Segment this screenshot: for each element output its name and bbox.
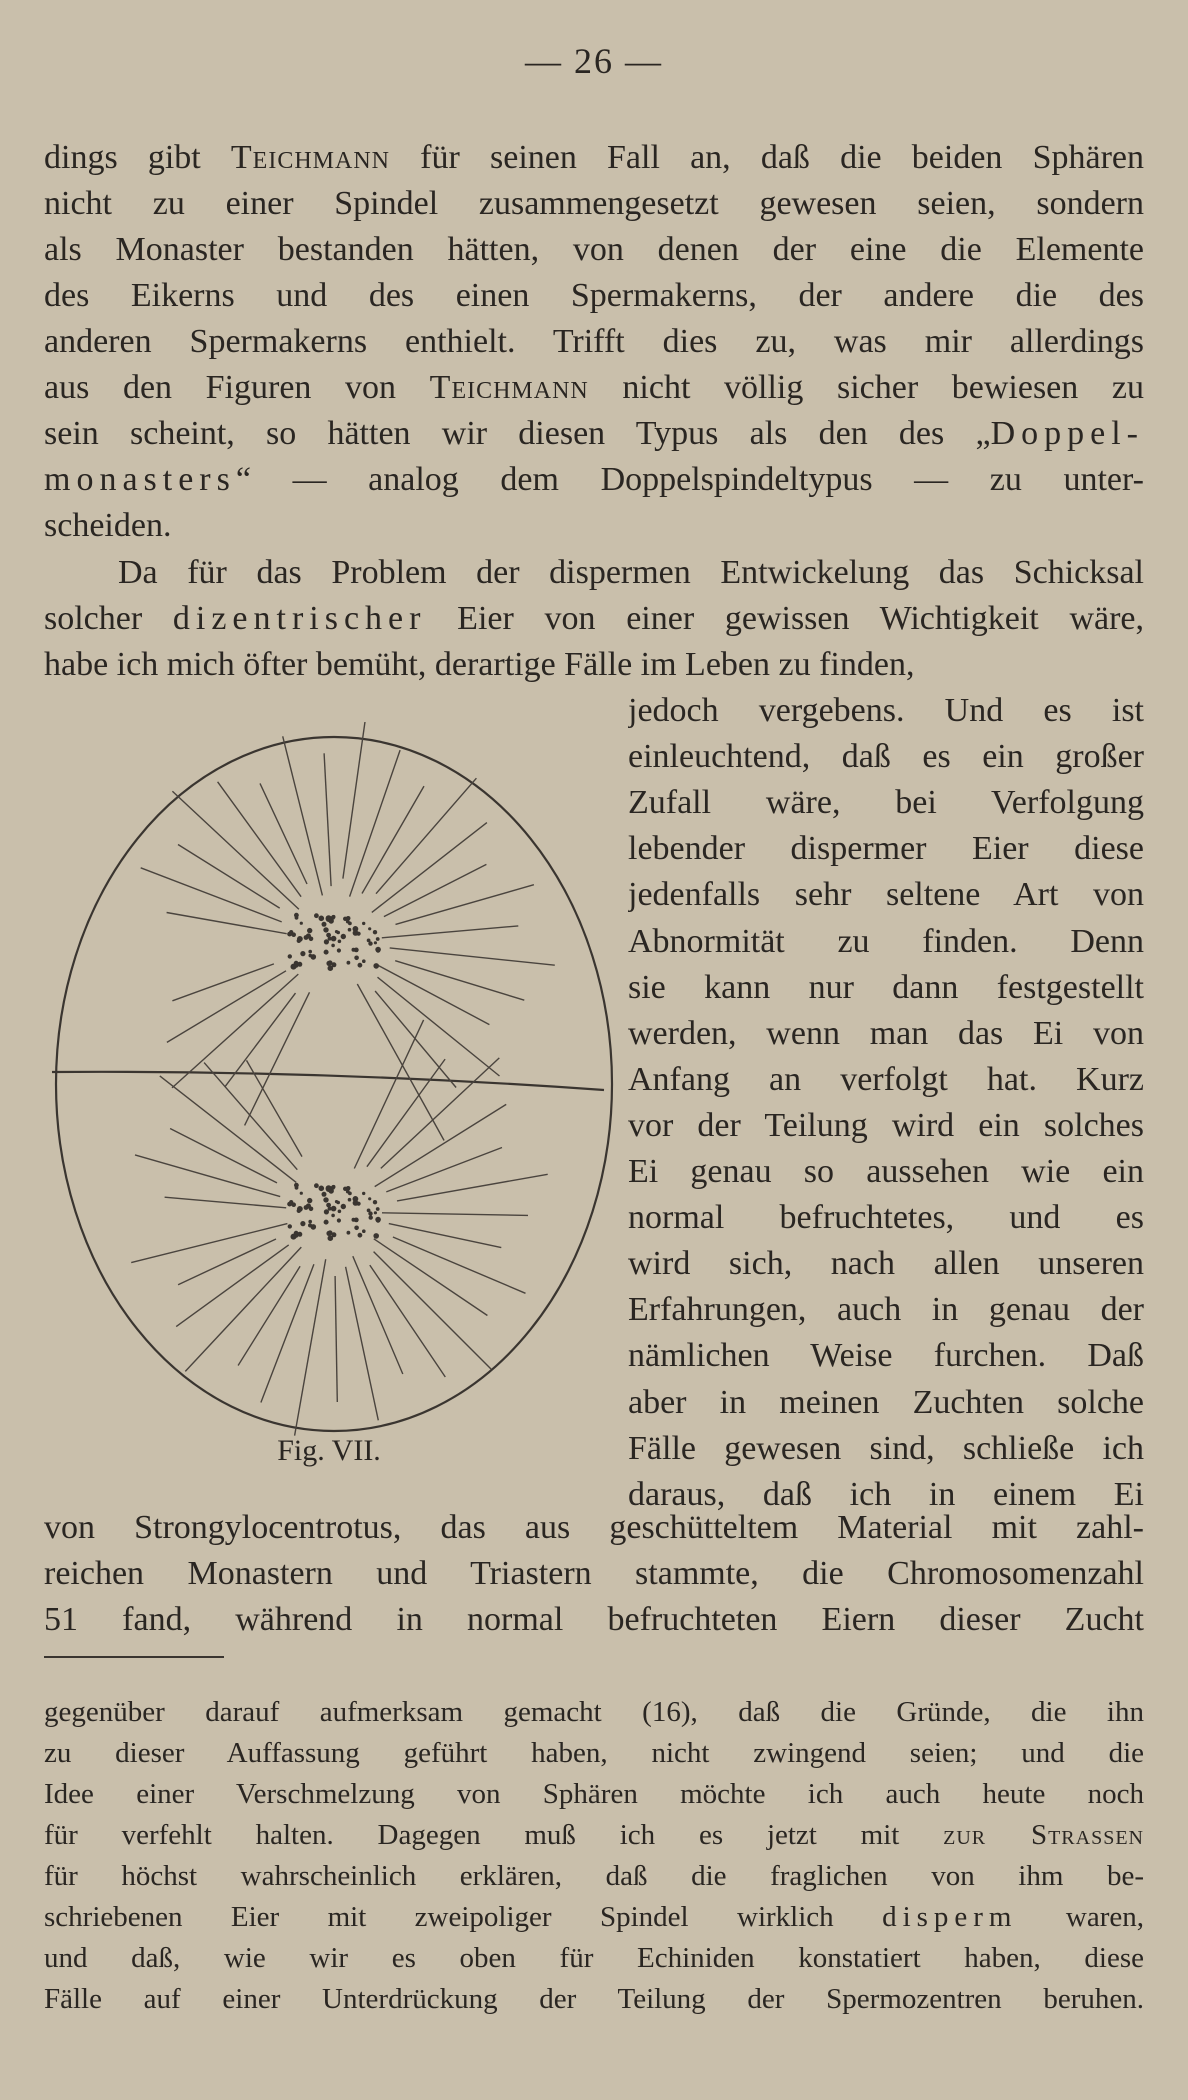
text-line: Zufall wäre, bei Verfolgung (628, 784, 1144, 822)
aster-ray (396, 885, 534, 925)
aster-ray (167, 913, 287, 934)
text-line: Anfang an verfolgt hat. Kurz (628, 1060, 1144, 1098)
chromosome-dot (368, 927, 371, 930)
text-line (44, 322, 1144, 362)
figure-caption: Fig. VII. (277, 1434, 381, 1467)
text-line (44, 368, 1144, 408)
chromosome-dot (358, 963, 363, 968)
chromosome-dot (307, 928, 312, 933)
spaced-emphasis: Doppel- (990, 415, 1144, 452)
text-run: gegenüber darauf aufmerksam gemacht (16), daß die Gründe, die ihn (44, 1696, 1144, 1728)
chromosome-dot (297, 1232, 302, 1237)
chromosome-dot (308, 1220, 312, 1224)
chromosome-dot (291, 1202, 296, 1207)
aster-ray (218, 782, 302, 897)
chromosome-dot (373, 1200, 377, 1204)
chromosome-dot (308, 1223, 312, 1227)
text-run: waren, (1017, 1901, 1144, 1933)
aster-ray (343, 722, 366, 879)
text-run: für verfehlt halten. Dagegen muß ich es jetzt mit (44, 1819, 944, 1851)
aster-ray (131, 1224, 287, 1263)
footnote-line (44, 1735, 1144, 1771)
chromosome-dot (295, 1186, 299, 1190)
chromosome-dot (374, 941, 377, 944)
aster-ray (397, 1174, 548, 1201)
chromosome-dot (306, 933, 311, 938)
chromosome-dot (362, 959, 366, 963)
aster-ray (141, 868, 282, 922)
text-run: nicht zu einer Spindel zusammengesetzt gewesen seien, sondern (44, 185, 1144, 222)
footnote-line (44, 1858, 1144, 1894)
chromosome-dot (373, 963, 379, 969)
chromosome-dot (322, 922, 327, 927)
text-run: Idee einer Verschmelzung von Sphären möchte ich auch heute noch (44, 1778, 1144, 1810)
text-line: daraus, daß ich in einem Ei (628, 1475, 1144, 1513)
upper-chromosome-dots (287, 913, 381, 971)
text-line: Fälle gewesen sind, schließe ich (628, 1429, 1144, 1467)
aster-ray (172, 791, 299, 909)
text-line: aber in meinen Zuchten solche (628, 1383, 1144, 1421)
chromosome-dot (323, 1197, 328, 1202)
text-line: Erfahrungen, auch in genau der (628, 1291, 1144, 1329)
aster-ray (395, 961, 524, 1001)
text-run: sein scheint, so hätten wir diesen Typus als den des „ (44, 415, 991, 452)
chromosome-dot (347, 1231, 351, 1235)
text-line (44, 184, 1144, 224)
footnote-rule (44, 1656, 224, 1658)
aster-ray (376, 778, 476, 894)
chromosome-dot (323, 927, 328, 932)
chromosome-dot (376, 1207, 380, 1211)
lower-chromosome-dots (287, 1183, 381, 1241)
chromosome-dot (362, 1192, 365, 1195)
text-line (44, 599, 1144, 639)
chromosome-dot (324, 1220, 329, 1225)
text-line (44, 230, 1144, 270)
chromosome-dot (297, 962, 302, 967)
chromosome-dot (287, 1202, 292, 1207)
chromosome-dot (373, 1233, 379, 1239)
text-line (44, 506, 1144, 546)
text-run: für seinen Fall an, daß die beiden Sphären (390, 139, 1144, 176)
chromosome-dot (354, 956, 359, 961)
text-run: für höchst wahrscheinlich erklären, daß die fraglichen von ihm be- (44, 1860, 1144, 1892)
aster-ray (172, 974, 298, 1088)
text-line: sie kann nur dann festgestellt (628, 968, 1144, 1006)
chromosome-dot (376, 1219, 380, 1223)
chromosome-dot (341, 934, 346, 939)
chromosome-dot (319, 916, 325, 922)
chromosome-dot (331, 1206, 337, 1212)
chromosome-dot (368, 1211, 372, 1215)
text-run: dings gibt (44, 139, 231, 176)
chromosome-dot (354, 1226, 359, 1231)
small-caps-name: Teichmann (230, 139, 391, 176)
chromosome-dot (326, 1203, 331, 1208)
aster-ray (376, 965, 489, 1025)
chromosome-dot (322, 1192, 327, 1197)
chromosome-dot (300, 951, 305, 956)
text-run: als Monaster bestanden hätten, von denen der eine die Elemente (44, 231, 1144, 268)
text-run: aus den Figuren von (44, 369, 430, 406)
division-line (52, 1072, 604, 1090)
chromosome-dot (326, 915, 332, 921)
aster-ray (346, 1267, 379, 1421)
aster-ray (372, 823, 487, 913)
aster-ray (165, 1197, 287, 1208)
chromosome-dot (348, 922, 352, 926)
text-line: normal befruchtetes, und es (628, 1199, 1144, 1237)
text-line: Abnormität zu finden. Denn (628, 922, 1144, 960)
footnote-line (44, 1981, 1144, 2017)
aster-ray (135, 1155, 280, 1197)
text-line: wird sich, nach allen unseren (628, 1245, 1144, 1283)
chromosome-dot (300, 922, 303, 925)
chromosome-dot (368, 1197, 371, 1200)
text-line (44, 276, 1144, 316)
chromosome-dot (348, 1192, 352, 1196)
figure-vii-drawing (44, 722, 614, 1442)
chromosome-dot (297, 939, 301, 943)
chromosome-dot (324, 939, 329, 944)
chromosome-dot (348, 928, 352, 932)
chromosome-dot (300, 1221, 305, 1226)
aster-ray (375, 1104, 507, 1186)
text-run: schriebenen Eier mit zweipoliger Spindel wirklich (44, 1901, 883, 1933)
chromosome-dot (376, 949, 380, 953)
chromosome-dot (308, 950, 312, 954)
aster-ray (382, 1213, 528, 1216)
text-line: werden, wenn man das Ei von (628, 1014, 1144, 1052)
chromosome-dot (343, 1187, 347, 1191)
chromosome-dot (335, 1200, 338, 1203)
chromosome-dot (328, 965, 334, 971)
aster-ray (382, 926, 519, 938)
aster-ray (260, 783, 307, 884)
text-run: anderen Spermakerns enthielt. Trifft dies zu, was mir allerdings (44, 323, 1144, 360)
chromosome-dot (300, 1192, 303, 1195)
chromosome-dot (306, 1203, 311, 1208)
chromosome-dot (343, 917, 347, 921)
aster-ray (374, 1252, 491, 1369)
chromosome-dot (338, 940, 342, 944)
text-line: jedenfalls sehr seltene Art von (628, 876, 1144, 914)
chromosome-dot (295, 916, 299, 920)
text-line (44, 460, 1144, 500)
chromosome-dot (341, 1204, 346, 1209)
chromosome-dot (335, 930, 338, 933)
text-line: reichen Monastern und Triastern stammte, die Chromosomenzahl (44, 1555, 1144, 1592)
chromosome-dot (331, 1214, 335, 1218)
chromosome-dot (373, 930, 377, 934)
text-line: einleuchtend, daß es ein großer (628, 738, 1144, 776)
aster-ray (160, 1076, 296, 1183)
chromosome-dot (324, 950, 329, 955)
chromosome-dot (288, 954, 292, 958)
footnote-line (44, 1817, 1144, 1853)
text-line (44, 414, 1144, 454)
text-line: Ei genau so aussehen wie ein (628, 1153, 1144, 1190)
aster-ray (362, 786, 424, 893)
chromosome-dot (291, 932, 296, 937)
aster-ray (261, 1264, 314, 1402)
text-line: jedoch vergebens. Und es ist (628, 692, 1144, 729)
footnote-line (44, 1940, 1144, 1976)
spaced-emphasis: disperm (882, 1901, 1018, 1933)
text-run: des Eikerns und des einen Spermakerns, der andere die des (44, 277, 1144, 314)
text-line: nämlichen Weise furchen. Daß (628, 1337, 1144, 1375)
text-line: vor der Teilung wird ein solches (628, 1106, 1144, 1144)
text-run: zu dieser Auffassung geführt haben, nicht zwingend seien; und die (44, 1737, 1144, 1769)
spaced-emphasis: dizentrischer (172, 600, 427, 637)
aster-ray (389, 1224, 502, 1248)
aster-ray (185, 1247, 301, 1371)
page-number: — 26 — (525, 41, 663, 81)
footnote-line (44, 1776, 1144, 1812)
chromosome-dot (348, 1198, 352, 1202)
chromosome-dot (376, 937, 380, 941)
chromosome-dot (368, 941, 372, 945)
aster-ray (295, 1259, 326, 1435)
chromosome-dot (328, 1235, 334, 1241)
text-run: Eier von einer gewissen Wichtigkeit wäre, (426, 600, 1144, 637)
spaced-emphasis: monasters (44, 461, 236, 498)
chromosome-dot (358, 1233, 363, 1238)
text-line: von Strongylocentrotus, das aus geschütteltem Material mit zahl- (44, 1509, 1144, 1546)
footnote-line (44, 1899, 1144, 1935)
text-line: lebender dispermer Eier diese (628, 830, 1144, 868)
chromosome-dot (297, 1209, 301, 1213)
chromosome-dot (362, 1229, 366, 1233)
chromosome-dot (337, 1218, 341, 1222)
chromosome-dot (319, 1186, 325, 1192)
text-run: Da für das Problem der dispermen Entwickelung das Schicksal (118, 554, 1144, 591)
chromosome-dot (314, 913, 319, 918)
small-caps-name: Teichmann (429, 369, 589, 406)
chromosome-dot (338, 1210, 342, 1214)
chromosome-dot (347, 961, 351, 965)
chromosome-dot (374, 1211, 377, 1214)
chromosome-dot (331, 936, 337, 942)
chromosome-dot (326, 1231, 331, 1236)
aster-ray (357, 984, 444, 1141)
text-run: “ — analog dem Doppelspindeltypus — zu unter- (235, 461, 1144, 498)
chromosome-dot (326, 933, 331, 938)
aster-ray (176, 1245, 289, 1327)
chromosome-dot (352, 948, 356, 952)
aster-ray (283, 736, 323, 895)
text-run: habe ich mich öfter bemüht, derartige Fälle im Leben zu finden, (44, 646, 915, 683)
chromosome-dot (331, 944, 335, 948)
aster-ray (370, 1265, 446, 1377)
aster-ray (335, 1276, 337, 1402)
chromosome-dot (362, 922, 365, 925)
aster-ray (374, 1239, 488, 1316)
chromosome-dot (369, 1215, 373, 1219)
chromosome-dot (326, 961, 331, 966)
aster-ray (378, 977, 500, 1076)
text-line (44, 138, 1144, 178)
text-line (44, 645, 1144, 685)
chromosome-dot (352, 1218, 356, 1222)
text-line (118, 553, 1144, 593)
text-run: solcher (44, 600, 173, 637)
aster-ray (390, 948, 555, 965)
footnote-line (44, 1694, 1144, 1730)
chromosome-dot (353, 1200, 359, 1206)
chromosome-dot (288, 1224, 292, 1228)
chromosome-dot (353, 930, 359, 936)
chromosome-dot (324, 1209, 329, 1214)
small-caps-name: zur Strassen (943, 1819, 1144, 1851)
aster-ray (324, 753, 331, 886)
text-run: und daß, wie wir es oben für Echiniden konstatiert haben, diese (44, 1942, 1144, 1974)
chromosome-dot (337, 948, 341, 952)
chromosome-dot (326, 1185, 332, 1191)
text-run: scheiden. (44, 507, 172, 544)
upper-aster-rays (141, 722, 555, 1141)
aster-ray (245, 992, 310, 1125)
chromosome-dot (314, 1183, 319, 1188)
chromosome-dot (311, 954, 317, 960)
text-run: Fälle auf einer Unterdrückung der Teilung der Spermozentren beruhen. (44, 1983, 1144, 2015)
text-line: 51 fand, während in normal befruchteten Eiern dieser Zucht (44, 1601, 1144, 1638)
aster-ray (178, 1239, 276, 1285)
aster-ray (172, 964, 274, 1001)
text-run: nicht völlig sicher bewiesen zu (588, 369, 1144, 406)
chromosome-dot (287, 932, 292, 937)
chromosome-dot (307, 1198, 312, 1203)
